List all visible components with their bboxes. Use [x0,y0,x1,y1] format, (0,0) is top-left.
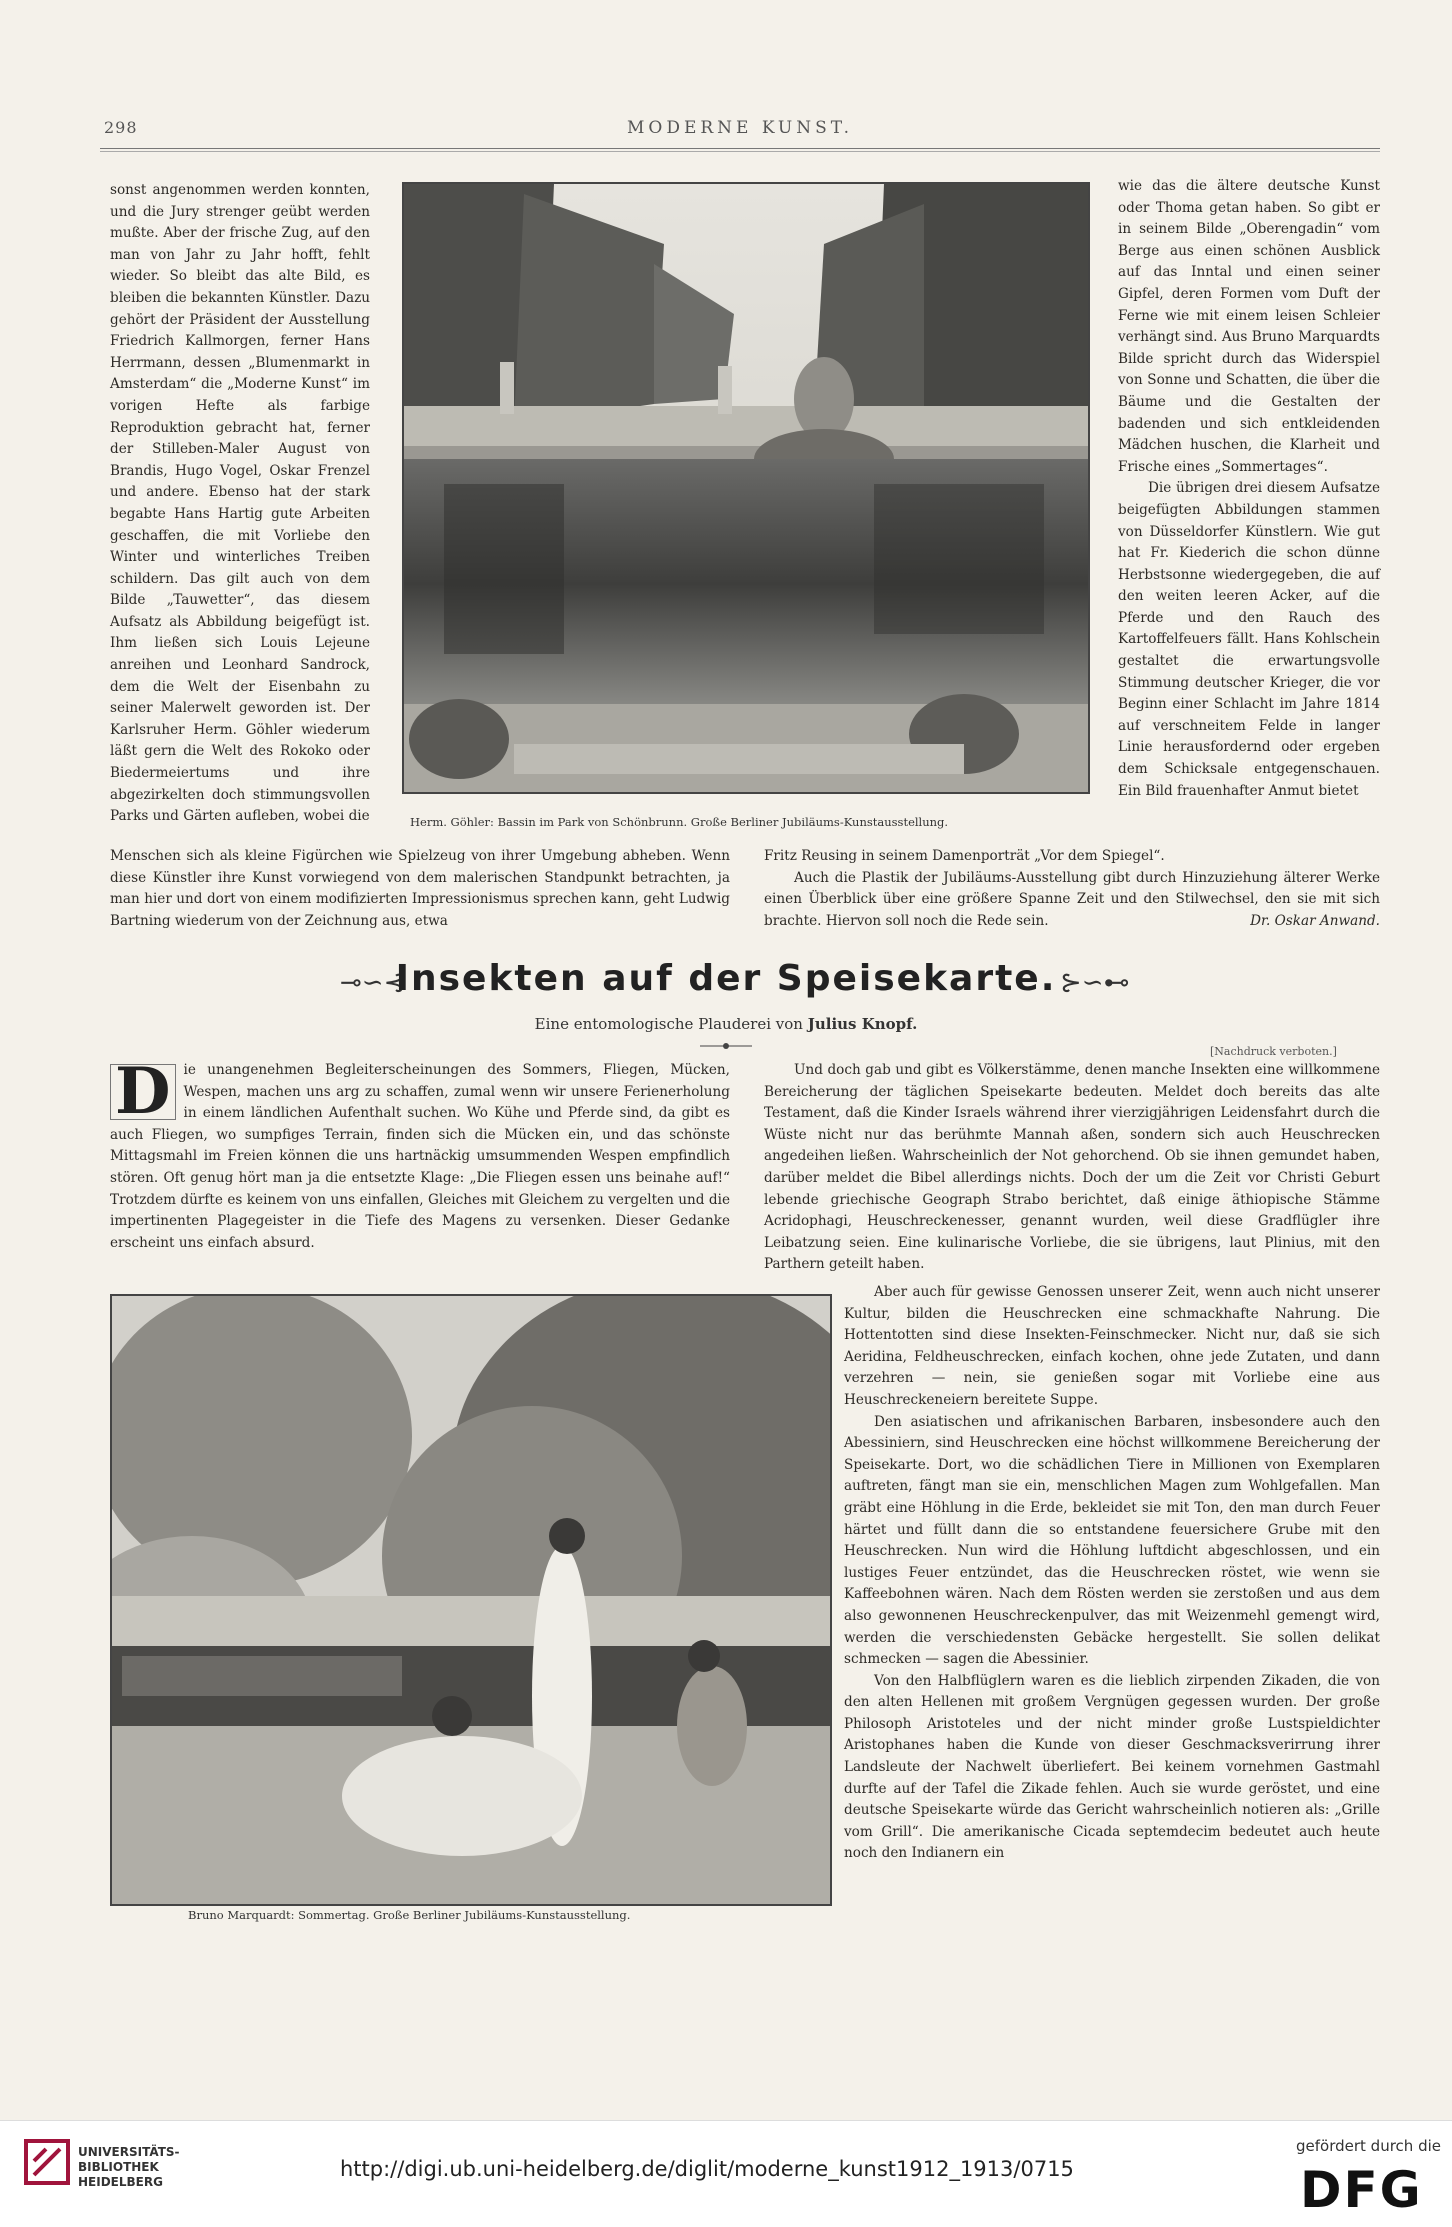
article1-right-column [1118,176,1380,802]
funding-label: gefördert durch die [1296,2137,1441,2155]
article2-subtitle-prefix: Eine entomologische Plauderei von [534,1015,803,1033]
article1-right-text-1: wie das die ältere deutsche Kunst oder Thoma getan haben. So gibt er in seinem Bilde „Oberengadin“ vom Berge aus einen schönen Ausblick auf das Inntal und einen seiner Gipfel, deren Formen vom Duft der Ferne wie mit einem leisen Schleier verhängt sind. Aus Bruno Marquardts Bilde spricht durch das Widerspiel von Sonne und Schatten, die über die Bäume und die Gestalten der badenden und sich entkleidenden Mädchen huschen, die Klarheit und Frische eines „Sommertages“. [1118,178,1380,475]
page-number: 298 [104,118,138,137]
painting-summer-day [112,1296,830,1904]
article1-wide-right-text-2: Auch die Plastik der Jubiläums-Ausstellung gibt durch Hinzuziehung älterer Werke einen Überblick über eine größere Spanne Zeit und den Stilwechsel, den sie mit sich brachte. Hiervon soll noch die Rede sein. Dr. Oskar Anwand. [764,868,1380,933]
article1-right-text-2: Die übrigen drei diesem Aufsatze beigefügten Abbildungen stammen von Düsseldorfer Künstlern. Wie gut hat Fr. Kiederich die schon dünne Herbstsonne wiedergegeben, die auf den weiten leeren Acker, auf die Pferde und den Rauch des Kartoffelfeuers fällt. Hans Kohlschein gestaltet die erwartungsvolle Stimmung deutscher Krieger, die vor Beginn einer Schlacht im Jahre 1814 auf verschneitem Felde in langer Linie herausfordernd oder ergeben dem Schicksale entgegenschauen. Ein Bild frauenhafter Anmut bietet [1118,480,1380,799]
page-header [100,112,1380,138]
article2-right-text-4: Von den Halbflüglern waren es die lieblich zirpenden Zikaden, die von den alten Hellenen mit großem Vergnügen gegessen wurden. Der große Philosoph Aristoteles und der nicht minder große Lustspieldichter Aristophanes haben die Kunde von dieser Geschmacksverirrung ihrer Landsleute der Nachwelt überliefert. Bei keinem vornehmen Gastmahl durfte auf der Tafel die Zikade fehlen. Auch sie wurde geröstet, und eine deutsche Speisekarte würde das Gericht wahrscheinlich notieren als: „Grille vom Grill“. Die amerikanische Cicada septemdecim bedeutet auch heute noch den Indianern ein [844,1672,1380,1862]
header-rule [100,148,1380,149]
article1-wide-left-text: Menschen sich als kleine Figürchen wie Spielzeug von ihrer Umgebung abheben. Wenn diese Künstler ihre Kunst vorwiegend von dem malerischen Standpunkt betrachten, ja man hier und dort von einem modifizierten Impressionismus sprechen kann, geht Ludwig Bartning wiederum von der Zeichnung aus, etwa [110,848,730,929]
reprint-note: [Nachdruck verboten.] [1210,1045,1337,1058]
article2-right-text-3: Den asiatischen und afrikanischen Barbaren, insbesondere auch den Abessiniern, sind Heuschrecken eine höchst willkommene Bereicherung der Speisekarte. Dort, wo die schädlichen Tiere in Millionen von Exemplaren auftreten, fängt man sie ein, menschlichen Magen zum Wohlgefallen. Man gräbt eine Höhlung in die Erde, bekleidet sie mit Ton, den man durch Feuer härtet und füllt dann die so entstandene feuersichere Grube mit den Heuschrecken. Nun wird die Höhlung luftdicht abgeschlossen, und ein lustiges Feuer entzündet, das die Heuschrecken röstet, wie wenn sie Kaffeebohnen wären. Nach dem Rösten werden sie zerstoßen und aus dem also gewonnenen Heuschreckenpulver, das mit Weizenmehl gemengt wird, werden die verschiedensten Gebäcke hergestellt. Sie sollen delikat schmecken — sagen die Abessinier. [844,1413,1380,1668]
subtitle-divider-ornament [700,1040,752,1052]
article2-subtitle [360,1015,1092,1033]
article1-left-text: sonst angenommen werden konnten, und die Jury strenger geübt werden mußte. Aber der frische Zug, auf den man von Jahr zu Jahr hofft, fehlt wieder. So bleibt das alte Bild, es bleiben die bekannten Künstler. Dazu gehört der Präsident der Ausstellung Friedrich Kallmorgen, ferner Hans Herrmann, dessen „Blumenmarkt in Amsterdam“ die „Moderne Kunst“ im vorigen Hefte als farbige Reproduktion gebracht hat, ferner der Stilleben-Maler August von Brandis, Hugo Vogel, Oskar Frenzel und andere. Ebenso hat der stark begabte Hans Hartig gute Arbeiten geschaffen, die mit Vorliebe den Winter und winterliches Treiben schildern. Das gilt auch von dem Bilde „Tauwetter“, das diesem Aufsatz als Abbildung beigefügt ist. Ihm ließen sich Louis Lejeune anreihen und Leonhard Sandrock, dem die Welt der Eisenbahn zu seiner Malerwelt geworden ist. Der Karlsruher Herm. Göhler wiederum läßt gern die Welt des Rokoko oder Biedermeiertums und ihre abgezirkelten doch stimmungsvollen Parks und Gärten aufleben, wobei die [110,182,370,825]
article2-title: Insekten auf der Speisekarte. [395,958,1057,999]
article2-right-top-text: Und doch gab und gibt es Völkerstämme, denen manche Insekten eine willkommene Bereicherung der täglichen Speisekarte bedeuten. Meldet doch bereits das alte Testament, daß die Kinder Israels während ihrer vierzigjährigen Leidensfahrt durch die Wüste nicht nur das berühmte Mannah aßen, sondern sich auch Heuschrecken angedeihen ließen. Wahrscheinlich der Not gehorchend. Ob sie ihnen gemundet haben, darüber meldet die Bibel allerdings nichts. Doch der um die Zeit vor Christi Geburt lebende griechische Geograph Strabo berichtet, daß einige äthiopische Stämme Acridophagi, Heuschreckenesser, genannt wurden, weil diese Gradflügler ihre Leibatzung seien. Eine kulinarische Vorliebe, die sie übrigens, laut Plinius, mit den Parthern geteilt haben. [764,1062,1380,1273]
article1-wide-left [110,846,730,932]
figure-goehler-bassin [402,182,1090,794]
article1-wide-right-text-1: Fritz Reusing in seinem Damenporträt „Vor dem Spiegel“. [764,848,1165,864]
article2-intro-text: D ie unangenehmen Begleiterscheinungen des Sommers, Fliegen, Mücken, Wespen, machen uns arg zu schaffen, zumal wenn wir unsere Ferienerholung in einem ländlichen Aufenthalt suchen. Wo Kühe und Pferde sind, da gibt es auch Fliegen, wo sumpfiges Terrain, finden sich die Mücken ein, und das schönste Mittagsmahl im Freien können die uns hartnäckig umsummenden Wespen empfindlich stören. Oft genug hört man ja die entsetzte Klage: „Die Fliegen essen uns beinahe auf!“ Trotzdem dürfte es keinem von uns einfallen, Gleiches mit Gleichem zu vergelten und die impertinenten Plagegeister in die Tiefe des Magens zu versenken. Dieser Gedanke erscheint uns einfach absurd. [110,1054,730,1251]
article1-left-column [110,180,370,828]
title-ornament-right: ⊱∽⊷ [1060,968,1130,998]
figure-caption-goehler: Herm. Göhler: Bassin im Park von Schönbrunn. Große Berliner Jubiläums-Kunstausstellung. [410,815,949,829]
article1-author: Dr. Oskar Anwand. [1250,912,1380,929]
article1-wide-right [764,846,1380,932]
article2-right-column [844,1282,1380,1865]
digitization-footer [0,2120,1452,2227]
article2-right-top [764,1060,1380,1276]
university-logo-icon [24,2139,70,2185]
figure-marquardt-sommertag [110,1294,832,1906]
library-name: UNIVERSITÄTS- BIBLIOTHEK HEIDELBERG [78,2145,180,2189]
figure-caption-marquardt: Bruno Marquardt: Sommertag. Große Berliner Jubiläums-Kunstausstellung. [188,1908,631,1922]
dfg-logo: DFG [1300,2161,1423,2219]
painting-park-bassin [404,184,1088,792]
article2-intro [110,1054,730,1254]
article2-right-text-2: Aber auch für gewisse Genossen unserer Zeit, wenn auch nicht unserer Kultur, bilden die Heuschrecken eine schmackhafte Nahrung. Die Hottentotten sind diese Insekten-Feinschmecker. Nicht nur, daß sie sich Aeridina, Feldheuschrecken, einfach kochen, ohne jede Zutaten, und dann verzehren — nein, sie genießen sogar mit Vorliebe eine aus Heuschreckeneiern bereitete Suppe. [844,1284,1380,1408]
header-rule-thin [100,151,1380,152]
drop-cap: D [110,1064,176,1120]
article2-subtitle-author: Julius Knopf. [807,1015,918,1033]
title-ornament-left: ⊸∽⊰ [340,968,406,998]
journal-title: MODERNE KUNST. [626,118,854,138]
source-url-link[interactable]: http://digi.ub.uni-heidelberg.de/diglit/moderne_kunst1912_1913/0715 [340,2157,1074,2181]
